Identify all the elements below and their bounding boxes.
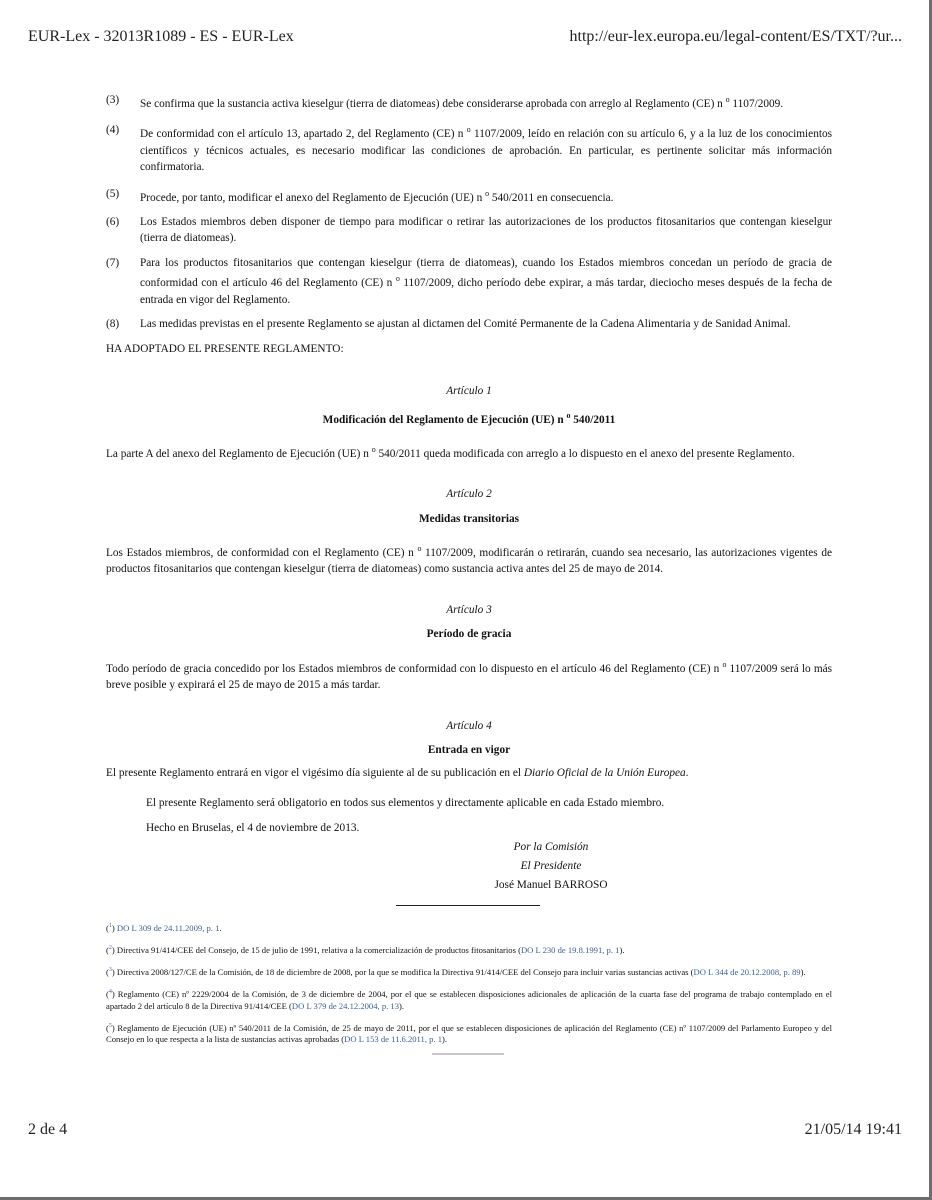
recital-number: (8) <box>106 318 120 331</box>
footnote-text: Directiva 91/414/CEE del Consejo, de 15 de julio de 1991, relativa a la comercialización de productos fitosanitarios ( <box>116 944 521 955</box>
article-body-part: Todo período de gracia concedido por los Estados miembros de conformidad con lo dispuesto en el artículo 46 del Reglamento (CE) n <box>106 662 720 675</box>
footnote-mark[interactable]: 1 <box>108 923 112 930</box>
article-subtitle: Período de gracia <box>426 628 512 641</box>
signature-line-2: El Presidente <box>520 860 582 873</box>
article-body <box>106 765 832 782</box>
recital-4 <box>106 122 832 175</box>
article-body <box>106 657 832 694</box>
article-4 <box>106 718 832 782</box>
footnote-link[interactable]: DO L 230 de 19.8.1991, p. 1 <box>520 944 620 955</box>
journal-name: Diario Oficial de la Unión Europea <box>523 766 686 779</box>
superscript-o: o <box>566 410 571 420</box>
print-footer-page: 2 de 4 <box>28 1121 68 1138</box>
recital-text <box>140 92 832 112</box>
article-body-part: El presente Reglamento entrará en vigor el vigésimo día siguiente al de su publicación en el <box>106 766 524 779</box>
recital-text-part: 540/2011 en consecuencia. <box>491 191 614 204</box>
recital-number: (5) <box>106 187 120 200</box>
superscript-o: o <box>417 544 422 554</box>
adoption-statement: HA ADOPTADO EL PRESENTE REGLAMENTO: <box>106 342 344 355</box>
recital-number: (4) <box>106 124 120 137</box>
footnote-text: ). <box>619 944 625 955</box>
footnote-text: . <box>219 922 222 933</box>
recital-text-part: 1107/2009. <box>732 97 784 110</box>
footnotes <box>106 920 832 1045</box>
obligatory-clause: El presente Reglamento será obligatorio en todos sus elementos y directamente aplicable en cada Estado miembro. <box>146 797 665 810</box>
superscript-o: o <box>722 659 727 669</box>
recital-text-part: 1107/2009, dicho período debe expirar, a más tardar, dieciocho meses después de la fecha de entrada en vigor del Reglamento. <box>140 277 833 306</box>
article-title: Artículo 2 <box>446 488 492 501</box>
article-title: Artículo 1 <box>446 385 492 398</box>
superscript-o: o <box>466 125 471 135</box>
article-body-part: 1107/2009 será lo más breve posible y expirará el 25 de mayo de 2015 a más tardar. <box>106 662 833 692</box>
recital-5 <box>106 186 832 206</box>
recital-7 <box>106 255 832 308</box>
article-2 <box>106 486 832 578</box>
footnote-mark[interactable]: 2 <box>108 944 112 951</box>
recital-text <box>140 255 832 308</box>
print-header-url: http://eur-lex.europa.eu/legal-content/ES/TXT/?ur... <box>569 28 902 45</box>
signature-line-1: Por la Comisión <box>513 841 589 854</box>
recital-text <box>140 122 832 175</box>
recital-text-part: Se confirma que la sustancia activa kieselgur (tierra de diatomeas) debe considerarse aprobada con arreglo al Reglamento (CE) n <box>140 97 723 110</box>
footnote-text: ). <box>399 1000 405 1011</box>
footnote-mark[interactable]: 4 <box>108 988 112 995</box>
footnote-mark[interactable]: 5 <box>108 1022 112 1029</box>
article-body <box>106 541 832 578</box>
print-footer-datetime: 21/05/14 19:41 <box>804 1121 902 1138</box>
footnote-text: Reglamento de Ejecución (UE) nº 540/2011 de la Comisión, de 25 de mayo de 2011, por el que se establecen disposiciones de aplicación del Reglamento (CE) nº 1107/2009 del Parlamento Europeo y del Consejo en lo que respecta a la lista de sustancias activas aprobadas ( <box>106 1022 832 1045</box>
article-1 <box>106 383 832 462</box>
recital-text-part: Para los productos fitosanitarios que contengan kieselgur (tierra de diatomeas), cuando los Estados miembros concedan un período de gracia de conformidad con el artículo 46 del Reglamento (CE) n <box>140 256 832 290</box>
footnote-text: ). <box>442 1034 448 1045</box>
superscript-o: o <box>395 274 400 284</box>
footnote-link[interactable]: DO L 344 de 20.12.2008, p. 89 <box>693 966 801 977</box>
article-subtitle-part: Modificación del Reglamento de Ejecución (UE) n <box>322 413 564 426</box>
footnote-3: ($^3$) Directiva 2008/127/CE de la Comisión, de 18 de diciembre de 2008, por la que se modifica la Directiva 91/414/CEE del Consejo para incluir varias sustancias activas (DO L 344 de 20.12.2008, p. 89). <box>106 966 806 977</box>
article-body <box>106 442 832 462</box>
recital-text: Los Estados miembros deben disponer de tiempo para modificar o retirar las autorizaciones de los productos fitosanitarios que contengan kieselgur (tierra de diatomeas). <box>140 215 832 245</box>
recital-6 <box>106 214 832 247</box>
signature-name: José Manuel BARROSO <box>494 879 608 892</box>
superscript-o: o <box>485 188 490 198</box>
footnote-text: Directiva 2008/127/CE de la Comisión, de 18 de diciembre de 2008, por la que se modifica la Directiva 91/414/CEE del Consejo para incluir varias sustancias activas ( <box>116 966 694 977</box>
end-separator <box>432 1053 504 1055</box>
article-subtitle: Medidas transitorias <box>418 512 520 525</box>
footnote-link[interactable]: DO L 309 de 24.11.2009, p. 1 <box>116 922 220 933</box>
recital-number: (3) <box>106 94 120 106</box>
document-body <box>106 92 832 1055</box>
recital-3 <box>106 92 832 112</box>
article-body-part: 540/2011 queda modificada con arreglo a lo dispuesto en el anexo del presente Reglamento. <box>378 447 795 460</box>
article-body-part: 1107/2009, modificarán o retirarán, cuando sea necesario, las autorizaciones vigentes de productos fitosanitarios que contengan kieselgur (tierra de diatomeas) como sustancia activa antes del 25 de mayo de 2014. <box>106 546 832 576</box>
superscript-o: o <box>725 95 730 104</box>
recital-text <box>140 186 832 206</box>
footnote-mark[interactable]: 3 <box>108 966 112 973</box>
recital-text-part: De conformidad con el artículo 13, apartado 2, del Reglamento (CE) n <box>140 128 464 141</box>
recital-number: (7) <box>106 256 120 269</box>
footnote-text: ). <box>800 966 806 977</box>
superscript-o: o <box>371 444 376 454</box>
footnote-5: ($^5$) Reglamento de Ejecución (UE) nº 540/2011 de la Comisión, de 25 de mayo de 2011, por el que se establecen disposiciones de aplicación del Reglamento (CE) nº 1107/2009 del Parlamento Europeo y del Consejo en lo que respecta a la lista de sustancias activas aprobadas (DO L 153 de 11.6.2011, p. 1). <box>106 1022 832 1045</box>
footnote-text: Reglamento (CE) nº 2229/2004 de la Comisión, de 3 de diciembre de 2004, por el que se establecen disposiciones adicionales de aplicación de la cuarta fase del programa de trabajo contemplado en el apartado 2 del artículo 8 de la Directiva 91/414/CEE ( <box>106 988 833 1011</box>
article-body-part: La parte A del anexo del Reglamento de Ejecución (UE) n <box>106 447 369 460</box>
article-title: Artículo 4 <box>446 719 492 732</box>
article-3 <box>106 602 832 694</box>
article-subtitle-part: 540/2011 <box>573 413 616 426</box>
recital-text: Las medidas previstas en el presente Reglamento se ajustan al dictamen del Comité Permanente de la Cadena Alimentaria y de Sanidad Animal. <box>140 318 791 331</box>
recital-text-part: 1107/2009, leído en relación con su artículo 6, y a la luz de los conocimientos científicos y técnicos actuales, es necesario modificar las condiciones de aprobación. En particular, es pertinente solicitar más información confirmatoria. <box>140 128 833 174</box>
article-body-part: . <box>685 766 689 779</box>
footnote-link[interactable]: DO L 379 de 24.12.2004, p. 13 <box>291 1000 400 1011</box>
article-subtitle <box>106 408 832 428</box>
article-subtitle: Entrada en vigor <box>427 744 511 757</box>
place-date: Hecho en Bruselas, el 4 de noviembre de 2013. <box>146 821 360 834</box>
footnote-2: ($^2$) Directiva 91/414/CEE del Consejo, de 15 de julio de 1991, relativa a la comercialización de productos fitosanitarios (DO L 230 de 19.8.1991, p. 1). <box>106 944 625 955</box>
footnote-separator <box>396 905 540 906</box>
article-body-part: Los Estados miembros, de conformidad con el Reglamento (CE) n <box>106 546 414 559</box>
recital-8 <box>106 316 832 333</box>
article-title: Artículo 3 <box>446 603 492 616</box>
print-header-title: EUR-Lex - 32013R1089 - ES - EUR-Lex <box>28 28 294 45</box>
footnote-link[interactable]: DO L 153 de 11.6.2011, p. 1 <box>344 1034 443 1045</box>
recital-number: (6) <box>106 215 120 228</box>
footnote-4: ($^4$) Reglamento (CE) nº 2229/2004 de la Comisión, de 3 de diciembre de 2004, por el que se establecen disposiciones adicionales de aplicación de la cuarta fase del programa de trabajo contemplado en el apartado 2 del artículo 8 de la Directiva 91/414/CEE (DO L 379 de 24.12.2004, p. 13). <box>106 988 833 1011</box>
signature-block <box>436 838 666 895</box>
footnote-1: ($^1$) DO L 309 de 24.11.2009, p. 1. <box>106 922 222 933</box>
recital-text-part: Procede, por tanto, modificar el anexo del Reglamento de Ejecución (UE) n <box>140 191 483 204</box>
